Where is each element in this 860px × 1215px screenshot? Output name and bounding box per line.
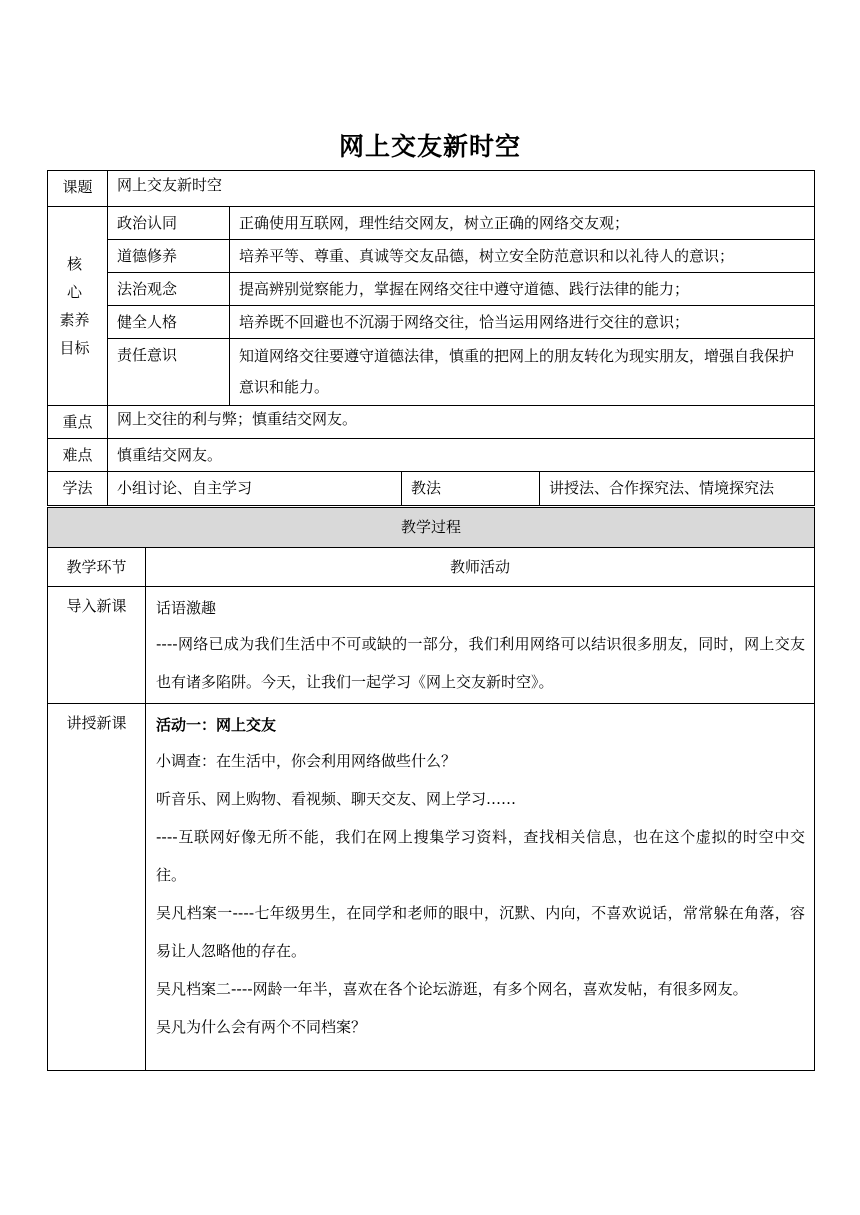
difficulty-label: 难点 bbox=[48, 439, 108, 472]
difficulty-value: 慎重结交网友。 bbox=[108, 439, 815, 472]
teach-stage-label: 讲授新课 bbox=[48, 704, 146, 1071]
core-item-label: 法治观念 bbox=[108, 273, 230, 306]
lesson-info-table bbox=[47, 170, 815, 506]
core-literacy-label: 核 心 素养 目标 bbox=[48, 207, 108, 406]
core-item-value: 培养平等、尊重、真诚等交友品德，树立安全防范意识和以礼待人的意识； bbox=[230, 240, 815, 273]
page-title: 网上交友新时空 bbox=[338, 132, 521, 161]
col-header-activity: 教师活动 bbox=[146, 548, 815, 587]
core-item-value: 提高辨别觉察能力，掌握在网络交往中遵守道德、践行法律的能力； bbox=[230, 273, 815, 306]
process-header: 教学过程 bbox=[48, 508, 815, 548]
topic-label: 课题 bbox=[48, 171, 108, 207]
topic-value: 网上交友新时空 bbox=[108, 171, 815, 207]
core-item-label: 政治认同 bbox=[108, 207, 230, 240]
activity-title: 活动一：网上交友 bbox=[156, 716, 277, 734]
teaching-process-table bbox=[47, 507, 815, 1071]
col-header-stage: 教学环节 bbox=[48, 548, 146, 587]
key-point-label: 重点 bbox=[48, 406, 108, 439]
intro-content bbox=[146, 587, 815, 704]
core-item-label: 健全人格 bbox=[108, 306, 230, 339]
teach-paragraph: 吴凡为什么会有两个不同档案？ bbox=[156, 1018, 367, 1036]
teach-method-value: 讲授法、合作探究法、情境探究法 bbox=[540, 472, 815, 506]
core-item-label: 道德修养 bbox=[108, 240, 230, 273]
study-method-label: 学法 bbox=[48, 472, 108, 506]
intro-stage-label: 导入新课 bbox=[48, 587, 146, 704]
teach-paragraph: 小调查：在生活中，你会利用网络做些什么？ bbox=[156, 752, 457, 770]
core-item-value: 正确使用互联网，理性结交网友，树立正确的网络交友观； bbox=[230, 207, 815, 240]
teach-paragraph: 吴凡档案二----网龄一年半，喜欢在各个论坛游逛，有多个网名，喜欢发帖，有很多网友。 bbox=[156, 980, 748, 998]
teach-paragraph: ----互联网好像无所不能，我们在网上搜集学习资料，查找相关信息，也在这个虚拟的时空中交往。 bbox=[156, 828, 806, 884]
intro-line: 话语激趣 bbox=[156, 599, 217, 617]
core-item-label: 责任意识 bbox=[108, 339, 230, 406]
teach-content bbox=[146, 704, 815, 1071]
teach-method-label: 教法 bbox=[402, 472, 540, 506]
intro-paragraph: ----网络已成为我们生活中不可或缺的一部分，我们利用网络可以结识很多朋友，同时，网上交友也有诸多陷阱。今天，让我们一起学习《网上交友新时空》。 bbox=[156, 635, 806, 691]
teach-paragraph: 吴凡档案一----七年级男生，在同学和老师的眼中，沉默、内向，不喜欢说话，常常躲在角落，容易让人忽略他的存在。 bbox=[156, 904, 806, 960]
study-method-value: 小组讨论、自主学习 bbox=[108, 472, 402, 506]
core-item-value: 培养既不回避也不沉溺于网络交往，恰当运用网络进行交往的意识； bbox=[230, 306, 815, 339]
key-point-value: 网上交往的利与弊；慎重结交网友。 bbox=[108, 406, 815, 439]
core-item-value: 知道网络交往要遵守道德法律，慎重的把网上的朋友转化为现实朋友，增强自我保护意识和能力。 bbox=[230, 339, 815, 406]
teach-paragraph: 听音乐、网上购物、看视频、聊天交友、网上学习…… bbox=[156, 790, 517, 808]
